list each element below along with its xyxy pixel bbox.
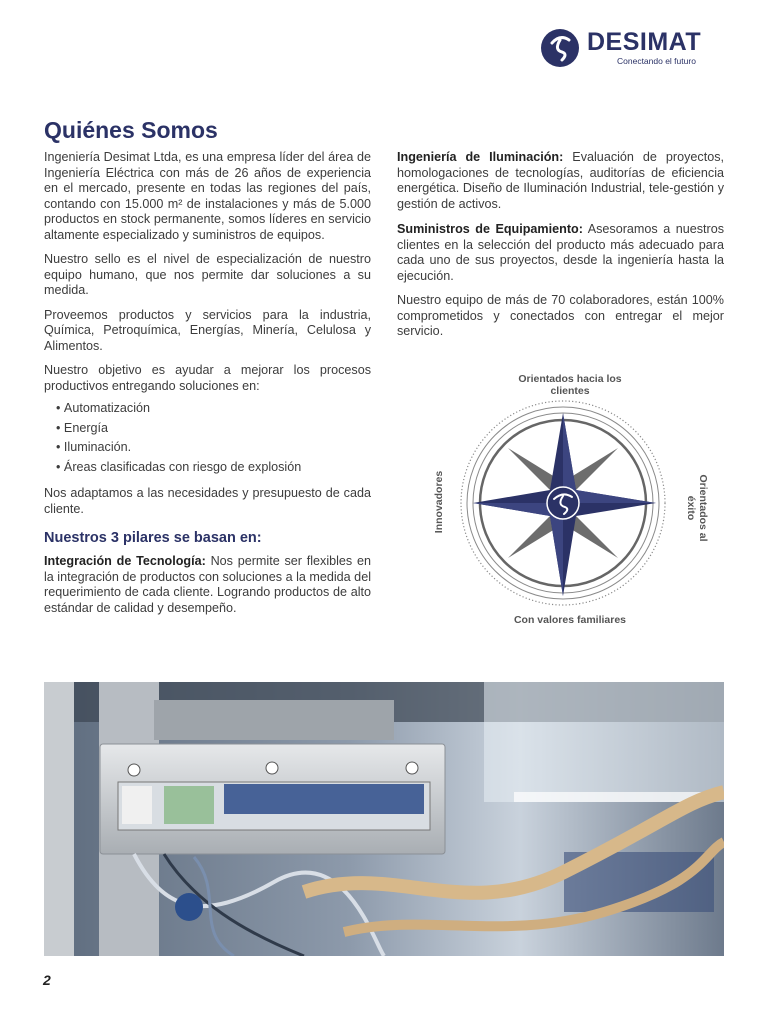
intro-paragraph: Ingeniería Desimat Ltda, es una empresa líder del área de Ingeniería Eléctrica con más de 26 años de experiencia en el mercado, presente en todas las regiones del país, contando con 15.000 m² de instalaciones y más de 5.000 productos en stock permanente, somos líderes en servicio altamente especializado y suministros de equipos. xyxy=(44,150,371,242)
pillar-lighting xyxy=(397,150,724,212)
list-item: • Iluminación. xyxy=(56,438,371,458)
pillar-technology-text: Nos permite ser flexibles en la integración de productos con soluciones a la medida del requerimiento de cada cliente. Logrando productos de alto estándar de calidad y desempeño. xyxy=(44,554,371,615)
compass-label-right: Orientados al éxito xyxy=(685,474,709,542)
page-title: Quiénes Somos xyxy=(44,117,218,143)
solutions-list xyxy=(56,399,371,477)
pillar-lighting-lead: Ingeniería de Iluminación: xyxy=(397,150,564,164)
adapt-paragraph: Nos adaptamos a las necesidades y presupuesto de cada cliente. xyxy=(44,486,371,516)
electrical-panel-image xyxy=(44,682,724,956)
values-compass xyxy=(430,368,710,640)
compass-label-left: Innovadores xyxy=(433,470,445,534)
industrial-panel-photo xyxy=(44,682,724,956)
list-item: • Automatización xyxy=(56,399,371,419)
desimat-logo-icon xyxy=(540,28,580,68)
objective-paragraph: Nuestro objetivo es ayudar a mejorar los procesos productivos entregando soluciones en: xyxy=(44,363,371,393)
industries-paragraph: Proveemos productos y servicios para la industria, Química, Petroquímica, Energías, Minería, Celulosa y Alimentos. xyxy=(44,307,371,353)
pillar-supplies-lead: Suministros de Equipamiento: xyxy=(397,222,583,236)
page-number: 2 xyxy=(43,972,51,988)
specialization-paragraph: Nuestro sello es el nivel de especialización de nuestro equipo humano, que nos permite dar soluciones a su medida. xyxy=(44,252,371,297)
left-column xyxy=(44,150,371,625)
pillar-supplies-text: Asesoramos a nuestros clientes en la selección del producto más adecuado para cada uno de sus proyectos, desde la ingeniería hasta la ejecución. xyxy=(397,222,724,283)
right-column xyxy=(397,150,724,349)
pillar-lighting-text: Evaluación de proyectos, homologaciones de tecnologías, auditorías de eficiencia energética. Diseño de Iluminación Industrial, tele-gestión y gestión de activos. xyxy=(397,150,724,211)
compass-rose-graphic xyxy=(430,368,710,640)
brand-tagline: Conectando el futuro xyxy=(617,56,696,66)
brand-name: DESIMAT xyxy=(587,28,702,56)
compass-label-top: Orientados hacia los clientes xyxy=(518,373,622,397)
pillar-technology-lead: Integración de Tecnología: xyxy=(44,554,206,568)
list-item: • Áreas clasificadas con riesgo de explosión xyxy=(56,458,371,478)
pillar-supplies xyxy=(397,222,724,284)
brand-logo xyxy=(540,26,730,72)
compass-label-bottom: Con valores familiares xyxy=(513,614,627,626)
list-item: • Energía xyxy=(56,419,371,439)
pillar-technology xyxy=(44,554,371,616)
team-paragraph: Nuestro equipo de más de 70 colaboradores, están 100% comprometidos y conectados con entregar el mejor servicio. xyxy=(397,293,724,338)
pillars-heading: Nuestros 3 pilares se basan en: xyxy=(44,530,262,546)
